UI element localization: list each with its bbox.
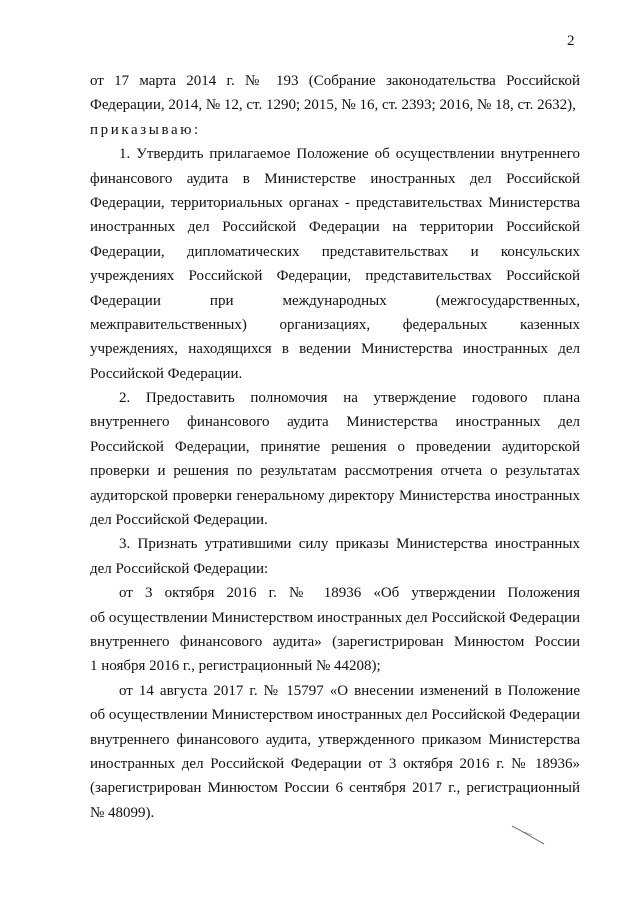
text-line: внутреннего финансового аудита» (зарегистрирован Минюстом России [90, 633, 580, 650]
text-line: приказываю: [90, 121, 201, 138]
text-line: межправительственных) организациях, федеральных казенных [90, 316, 580, 333]
text-line: Федерации, дипломатических представительствах и консульских [90, 243, 580, 260]
text-line: 1 ноября 2016 г., регистрационный № 44208); [90, 658, 381, 675]
text-line: Федерации при международных (межгосударственных, [90, 292, 580, 309]
text-line: Российской Федерации. [90, 365, 243, 382]
text-line: учреждениях Российской Федерации, представительствах Российской [90, 268, 580, 285]
text-line: учреждениях, находящихся в ведении Министерства иностранных дел [90, 341, 580, 358]
text-line: аудиторской проверки генеральному директору Министерства иностранных [90, 487, 580, 504]
text-line: Федерации, 2014, № 12, ст. 1290; 2015, № 16, ст. 2393; 2016, № 18, ст. 2632), [90, 97, 576, 114]
text-line: иностранных дел Российской Федерации на территории Российской [90, 219, 580, 236]
text-line: от 17 марта 2014 г. № 193 (Собрание законодательства Российской [90, 73, 580, 89]
text-line: дел Российской Федерации. [90, 512, 268, 529]
text-line: внутреннего финансового аудита Министерства иностранных дел [90, 414, 580, 431]
text-line: иностранных дел Российской Федерации от 3 октября 2016 г. № 18936» [90, 755, 580, 772]
text-line: Федерации, территориальных органах - представительствах Министерства [90, 194, 580, 211]
text-line: 2. Предоставить полномочия на утверждение годового плана [119, 390, 580, 407]
text-line: 1. Утвердить прилагаемое Положение об осуществлении внутреннего [119, 146, 580, 163]
pen-stroke-mark [510, 822, 550, 848]
text-line: (зарегистрирован Минюстом России 6 сентября 2017 г., регистрационный [90, 780, 580, 797]
text-line: Российской Федерации, принятие решения о проведении аудиторской [90, 438, 580, 455]
text-line: от 14 августа 2017 г. № 15797 «О внесении изменений в Положение [119, 682, 580, 699]
text-line: финансового аудита в Министерстве иностранных дел Российской [90, 170, 580, 187]
text-line: 3. Признать утратившими силу приказы Министерства иностранных [119, 536, 580, 553]
text-line: от 3 октября 2016 г. № 18936 «Об утверждении Положения [119, 585, 580, 602]
text-line: дел Российской Федерации: [90, 560, 269, 577]
text-line: № 48099). [90, 804, 155, 821]
text-line: внутреннего финансового аудита, утвержденного приказом Министерства [90, 731, 580, 748]
text-line: об осуществлении Министерством иностранных дел Российской Федерации [90, 707, 580, 724]
page-number: 2 [567, 33, 575, 49]
text-line: об осуществлении Министерством иностранных дел Российской Федерации [90, 609, 580, 626]
document-body [90, 69, 580, 825]
text-line: проверки и решения по результатам рассмотрения отчета о результатах [90, 463, 580, 480]
